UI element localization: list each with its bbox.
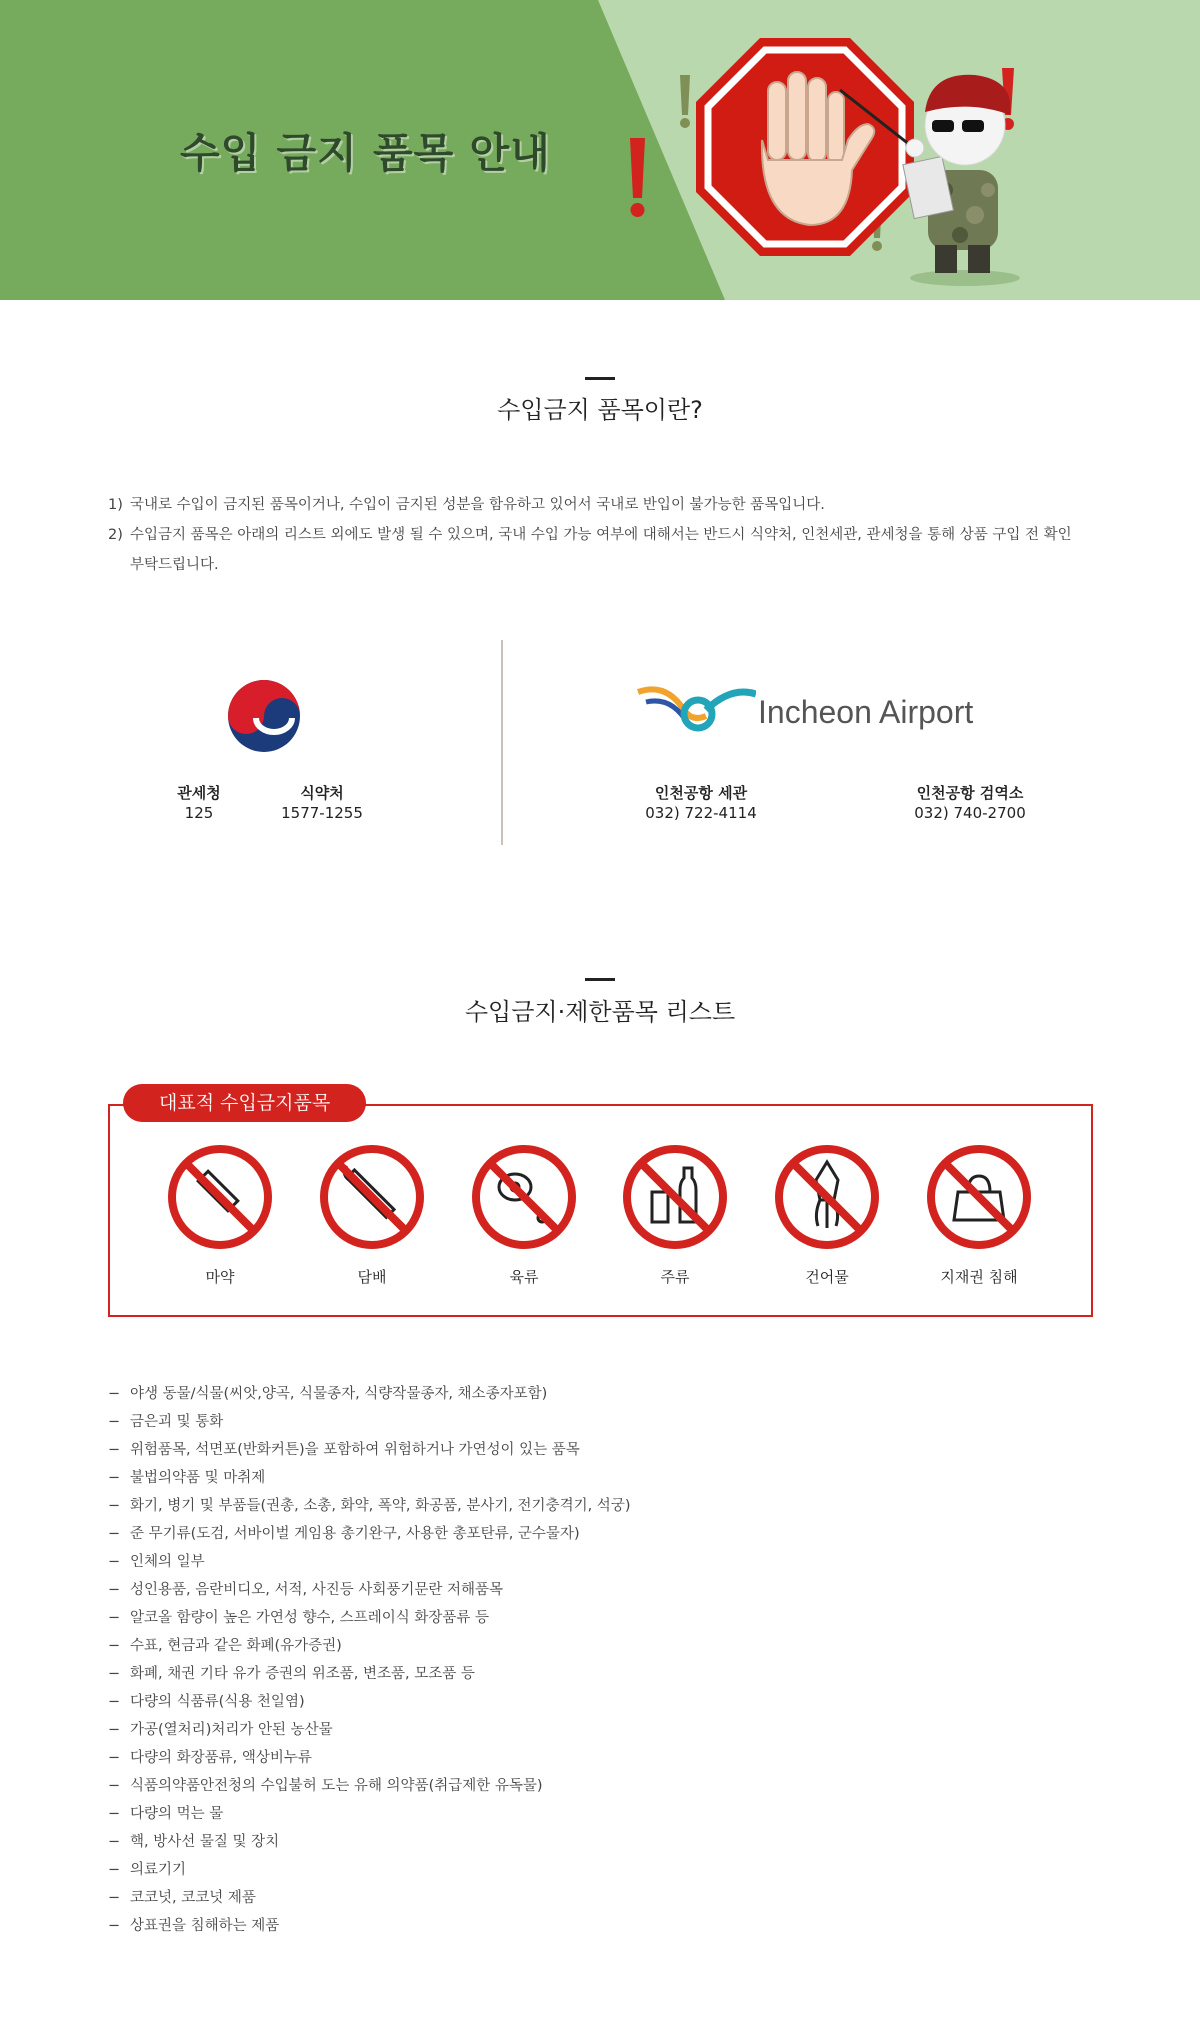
list-item-text: 알코올 함량이 높은 가연성 향수, 스프레이식 화장품류 등: [130, 1610, 490, 1626]
intro-item-text: 국내로 수입이 금지된 품목이거나, 수입이 금지된 성분을 함유하고 있어서 국내로 반입이 불가능한 품목입니다.: [130, 497, 825, 513]
intro-list: [108, 490, 1088, 580]
list-item-text: 다량의 먹는 물: [130, 1806, 224, 1822]
prohibited-item-tobacco: [302, 1142, 442, 1287]
prohibited-item-label: 마약: [205, 1268, 235, 1286]
contact-mfds: [242, 783, 402, 823]
list-item-text: 불법의약품 및 마취제: [130, 1470, 266, 1486]
list-item-text: 코코넛, 코코넛 제품: [130, 1890, 256, 1906]
list-item: [108, 1632, 1088, 1660]
list-item-dash: −: [108, 1694, 121, 1710]
list-item-text: 상표권을 침해하는 제품: [130, 1918, 280, 1934]
contact-airport-quarantine: [890, 783, 1050, 823]
prohibited-item-meat: [454, 1142, 594, 1287]
list-item-text: 야생 동물/식물(씨앗,양곡, 식물종자, 식량작물종자, 채소종자포함): [130, 1386, 548, 1402]
intro-item-text: 수입금지 품목은 아래의 리스트 외에도 발생 될 수 있으며, 국내 수입 가능 여부에 대해서는 반드시 식약처, 인천세관, 관세청을 통해 상품 구입 전 확인 부탁드립니다.: [130, 527, 1072, 573]
prohibited-item-ip-infringement: [909, 1142, 1049, 1287]
list-item-text: 화폐, 채권 기타 유가 증권의 위조품, 변조품, 모조품 등: [130, 1666, 475, 1682]
contact-phone: 032) 740-2700: [914, 804, 1026, 822]
list-item-dash: −: [108, 1666, 121, 1682]
list-item-text: 성인용품, 음란비디오, 서적, 사진등 사회풍기문란 저해품목: [130, 1582, 504, 1598]
section-divider-bar: [585, 377, 615, 380]
list-item-dash: −: [108, 1778, 121, 1794]
prohibited-items-tag: 대표적 수입금지품목: [123, 1084, 366, 1122]
list-item-dash: −: [108, 1554, 121, 1570]
list-item-dash: −: [108, 1918, 121, 1934]
squid-icon: [772, 1142, 882, 1252]
prohibited-item-label: 지재권 침해: [940, 1268, 1018, 1286]
incheon-airport-logo-icon: [636, 680, 756, 740]
list-item-text: 가공(열처리)처리가 안된 농산물: [130, 1722, 333, 1738]
list-item-dash: −: [108, 1722, 121, 1738]
prohibited-item-label: 담배: [357, 1268, 387, 1286]
contacts-divider: [501, 640, 503, 845]
list-item-dash: −: [108, 1414, 121, 1430]
section-title-list: 수입금지·제한품목 리스트: [464, 998, 736, 1026]
list-item: [108, 1604, 1088, 1632]
handbag-icon: [924, 1142, 1034, 1252]
list-item-dash: −: [108, 1442, 121, 1458]
list-item-dash: −: [108, 1638, 121, 1654]
prohibited-item-label: 건어물: [805, 1268, 849, 1286]
list-item: [108, 1380, 1088, 1408]
cigarette-icon: [317, 1142, 427, 1252]
list-item: [108, 1884, 1088, 1912]
list-item: [108, 1408, 1088, 1436]
list-item: [108, 1744, 1088, 1772]
list-item-text: 다량의 식품류(식용 천일염): [130, 1694, 305, 1710]
list-item-dash: −: [108, 1610, 121, 1626]
list-item-text: 인체의 일부: [130, 1554, 205, 1570]
incheon-airport-logo-text: Incheon Airport: [758, 694, 974, 730]
list-item-dash: −: [108, 1498, 121, 1514]
list-item-dash: −: [108, 1582, 121, 1598]
list-item: [108, 1912, 1088, 1940]
list-item-text: 위험품목, 석면포(반화커튼)을 포함하여 위험하거나 가연성이 있는 품목: [130, 1442, 580, 1458]
prohibited-item-liquor: [605, 1142, 745, 1287]
list-item-dash: −: [108, 1526, 121, 1542]
list-item-text: 수표, 현금과 같은 화폐(유가증권): [130, 1638, 342, 1654]
list-item-dash: −: [108, 1386, 121, 1402]
section-title-what: 수입금지 품목이란?: [497, 396, 703, 424]
list-item-dash: −: [108, 1806, 121, 1822]
list-item-dash: −: [108, 1470, 121, 1486]
list-item: [108, 1856, 1088, 1884]
section-divider-bar: [585, 978, 615, 981]
list-item-dash: −: [108, 1834, 121, 1850]
list-item-dash: −: [108, 1862, 121, 1878]
contact-phone: 1577-1255: [281, 804, 363, 822]
korea-government-emblem-icon: [226, 678, 302, 754]
syringe-icon: [165, 1142, 275, 1252]
list-item: [108, 1772, 1088, 1800]
contacts-section: [0, 640, 1200, 845]
contact-name: 식약처: [300, 784, 344, 802]
list-item: [108, 1800, 1088, 1828]
list-item-dash: −: [108, 1890, 121, 1906]
list-item: [108, 1828, 1088, 1856]
list-item-text: 의료기기: [130, 1862, 187, 1878]
contact-airport-customs: [621, 783, 781, 823]
list-item-dash: −: [108, 1750, 121, 1766]
exclamation-icon: [630, 138, 645, 217]
intro-item-number: 1): [108, 497, 123, 513]
prohibited-item-label: 육류: [509, 1268, 539, 1286]
list-item-text: 준 무기류(도검, 서바이벌 게임용 총기완구, 사용한 총포탄류, 군수물자): [130, 1526, 580, 1542]
list-item: [108, 1576, 1088, 1604]
intro-item-number: 2): [108, 527, 123, 543]
list-item-text: 다량의 화장품류, 액상비누류: [130, 1750, 312, 1766]
contact-phone: 125: [184, 804, 214, 822]
list-item: [108, 1716, 1088, 1744]
prohibited-item-dried-seafood: [757, 1142, 897, 1287]
intro-item: [108, 490, 1088, 520]
restricted-items-list: [108, 1380, 1088, 1940]
list-item-text: 금은괴 및 통화: [130, 1414, 224, 1430]
contact-name: 인천공항 세관: [654, 784, 748, 802]
contact-name: 관세청: [177, 784, 221, 802]
list-item: [108, 1436, 1088, 1464]
list-item: [108, 1688, 1088, 1716]
prohibited-item-label: 주류: [660, 1268, 690, 1286]
bottle-icon: [620, 1142, 730, 1252]
list-item: [108, 1520, 1088, 1548]
banner: [0, 0, 1200, 300]
list-item: [108, 1464, 1088, 1492]
stop-sign-illustration: [610, 20, 1030, 290]
list-item: [108, 1492, 1088, 1520]
list-item: [108, 1660, 1088, 1688]
list-item: [108, 1548, 1088, 1576]
meat-icon: [469, 1142, 579, 1252]
list-item-text: 식품의약품안전청의 수입불허 도는 유해 의약품(취급제한 유독물): [130, 1778, 543, 1794]
intro-item: [108, 520, 1088, 580]
contact-name: 인천공항 검역소: [916, 784, 1024, 802]
list-item-text: 핵, 방사선 물질 및 장치: [130, 1834, 280, 1850]
banner-title: 수입 금지 품목 안내: [180, 129, 551, 177]
contact-phone: 032) 722-4114: [645, 804, 757, 822]
list-item-text: 화기, 병기 및 부품들(권총, 소총, 화약, 폭약, 화공품, 분사기, 전기충격기, 석궁): [130, 1498, 631, 1514]
prohibited-item-drugs: [150, 1142, 290, 1287]
